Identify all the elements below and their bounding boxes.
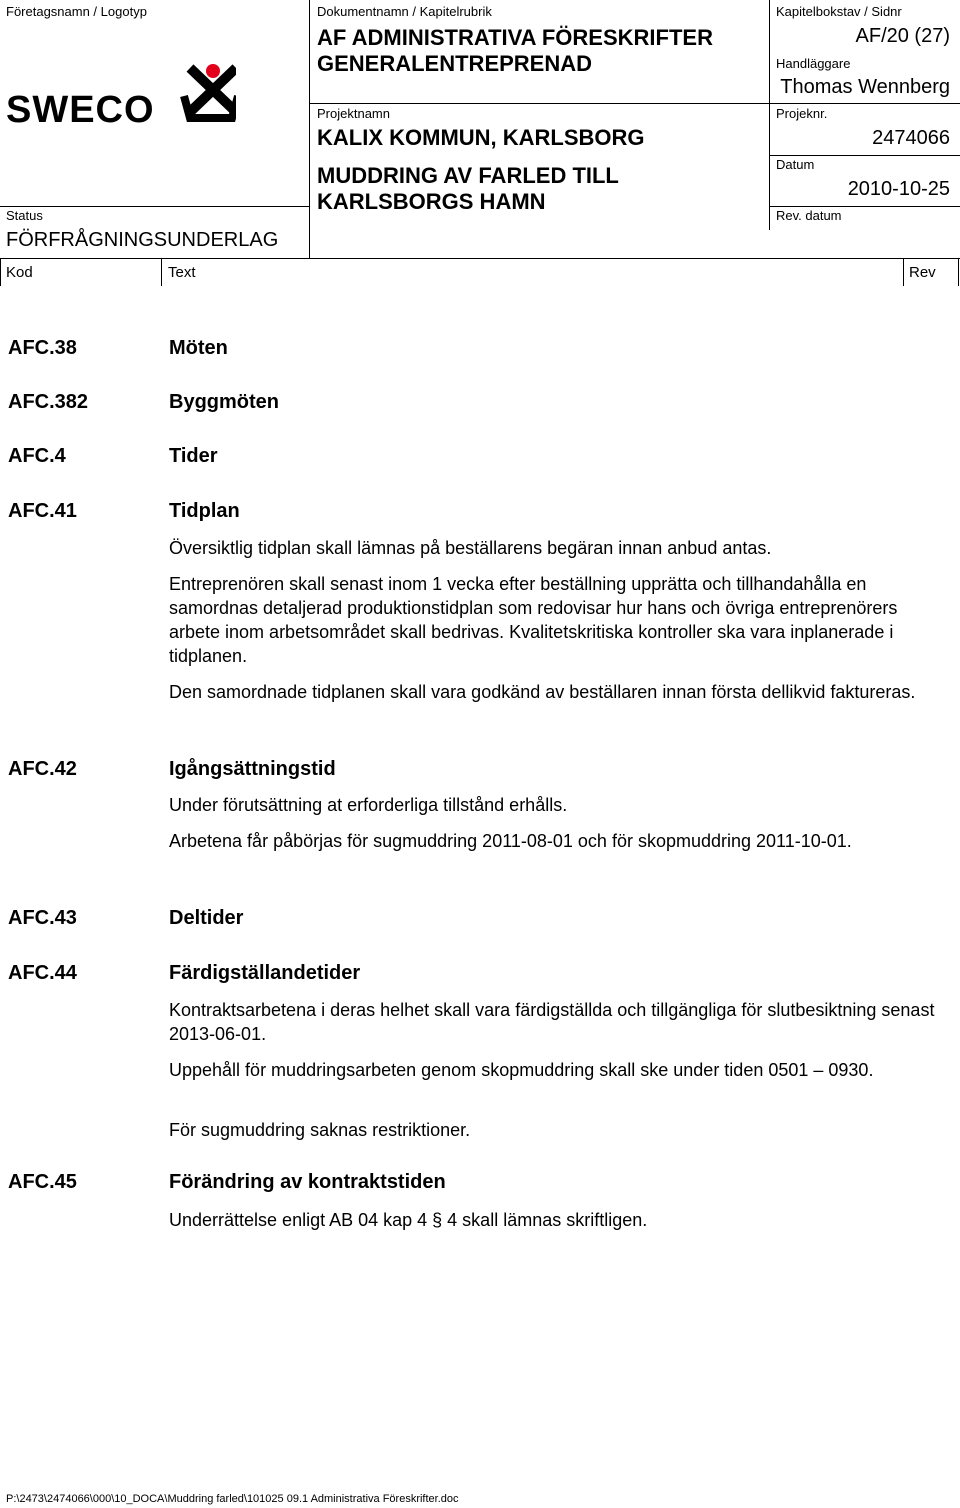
- section-code: AFC.4: [8, 445, 66, 467]
- section-title: Byggmöten: [169, 391, 279, 413]
- header-hline-right-3: [769, 206, 960, 207]
- revdate-label: Rev. datum: [776, 208, 842, 223]
- handler-value: Thomas Wennberg: [780, 76, 950, 98]
- project-label: Projektnamn: [317, 106, 390, 121]
- doc-title-line2: GENERALENTREPRENAD: [317, 51, 593, 76]
- chapter-label: Kapitelbokstav / Sidnr: [776, 4, 902, 19]
- doc-title-line1: AF ADMINISTRATIVA FÖRESKRIFTER: [317, 25, 713, 50]
- project-line2: MUDDRING AV FARLED TILL: [317, 163, 619, 188]
- header-hline-mid: [309, 103, 769, 104]
- header-vline-left-edge: [0, 258, 1, 286]
- sweco-logo-icon: [6, 60, 236, 130]
- doc-label: Dokumentnamn / Kapitelrubrik: [317, 4, 492, 19]
- company-label: Företagsnamn / Logotyp: [6, 4, 147, 19]
- paragraph: Uppehåll för muddringsarbeten genom skopmuddring skall ske under tiden 0501 – 0930.: [169, 1060, 874, 1080]
- header-vline-rev: [903, 258, 904, 286]
- paragraph: Översiktlig tidplan skall lämnas på beställarens begäran innan anbud antas.: [169, 538, 772, 558]
- section-title: Förändring av kontraktstiden: [169, 1171, 446, 1193]
- paragraph: Underrättelse enligt AB 04 kap 4 § 4 skall lämnas skriftligen.: [169, 1210, 648, 1230]
- section-title: Igångsättningstid: [169, 758, 336, 780]
- paragraph: Arbetena får påbörjas för sugmuddring 2011-08-01 och för skopmuddring 2011-10-01.: [169, 831, 852, 851]
- paragraph: Den samordnade tidplanen skall vara godkänd av beställaren innan första dellikvid faktureras.: [169, 682, 916, 702]
- logo-wordmark: SWECO: [6, 89, 155, 130]
- section-title: Deltider: [169, 907, 244, 929]
- text-label: Text: [168, 264, 196, 281]
- kod-label: Kod: [6, 264, 33, 281]
- paragraph: Under förutsättning at erforderliga tillstånd erhålls.: [169, 795, 568, 815]
- section-code: AFC.41: [8, 500, 77, 522]
- handler-label: Handläggare: [776, 56, 851, 71]
- paragraph: För sugmuddring saknas restriktioner.: [169, 1120, 471, 1140]
- section-code: AFC.38: [8, 337, 77, 359]
- section-title: Tidplan: [169, 500, 240, 522]
- header-hline-left: [0, 206, 309, 207]
- header-vline-2: [769, 0, 770, 230]
- header-vline-right-edge: [958, 258, 959, 286]
- header-vline-1: [309, 0, 310, 258]
- header-hline-right-1: [769, 103, 960, 104]
- section-code: AFC.382: [8, 391, 89, 413]
- date-label: Datum: [776, 157, 815, 172]
- projnr-value: 2474066: [872, 127, 950, 149]
- projnr-label: Projeknr.: [776, 106, 828, 121]
- rev-label: Rev: [909, 264, 936, 281]
- date-value: 2010-10-25: [847, 178, 950, 200]
- section-title: Färdigställandetider: [169, 962, 361, 984]
- footer-file-path: P:\2473\2474066\000\10_DOCA\Muddring farled\101025 09.1 Administrativa Föreskrifter.doc: [6, 1493, 459, 1505]
- paragraph: Entreprenören skall senast inom 1 vecka efter beställning upprätta och tillhandahålla en samordnas detaljerad produktionstidplan som redovisar hur hans och övriga entreprenörers arbete inom arbetsområdet skall bedrivas. Kvalitetskritiska kontroller ska vara inplanerade i tidplanen.: [169, 574, 898, 666]
- header-hline-right-2: [769, 155, 960, 156]
- section-code: AFC.44: [8, 962, 77, 984]
- section-code: AFC.43: [8, 907, 77, 929]
- header-hline-bottom: [0, 258, 960, 259]
- project-line3: KARLSBORGS HAMN: [317, 189, 546, 214]
- section-code: AFC.42: [8, 758, 77, 780]
- chapter-value: AF/20 (27): [855, 25, 950, 47]
- section-code: AFC.45: [8, 1171, 77, 1193]
- section-title: Möten: [169, 337, 228, 359]
- project-line1: KALIX KOMMUN, KARLSBORG: [317, 125, 645, 150]
- status-value: FÖRFRÅGNINGSUNDERLAG: [6, 229, 279, 251]
- paragraph: Kontraktsarbetena i deras helhet skall vara färdigställda och tillgängliga för slutbesiktning senast 2013-06-01.: [169, 1000, 935, 1044]
- status-label: Status: [6, 208, 43, 223]
- section-title: Tider: [169, 445, 218, 467]
- header-vline-kod: [161, 258, 162, 286]
